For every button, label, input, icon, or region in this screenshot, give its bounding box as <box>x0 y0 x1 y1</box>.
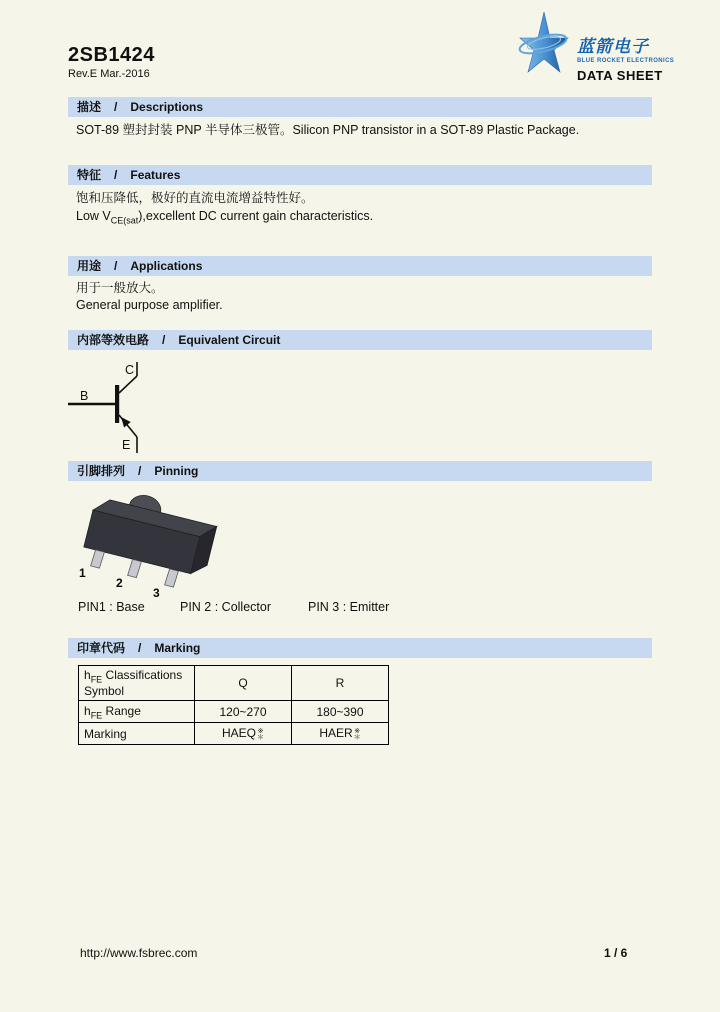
section-title-cn: 描述 <box>77 100 102 114</box>
logo-text <box>577 32 674 83</box>
hfe-subscript: FE <box>90 710 103 721</box>
section-title-en: Descriptions <box>130 100 204 114</box>
section-header-equivalent-circuit <box>68 330 652 350</box>
footnote-top: ※ <box>257 728 264 736</box>
section-header-pinning <box>68 461 652 481</box>
marking-label-cell: Marking <box>79 723 195 745</box>
footnote-top: ※ <box>354 728 361 736</box>
section-separator: / <box>114 259 118 273</box>
table-row <box>79 723 389 745</box>
company-name-cn: 蓝箭电子 <box>577 37 649 56</box>
hfe-range-q: 120~270 <box>195 701 292 723</box>
table-row <box>79 701 389 723</box>
marking-code-q: HAEQ <box>221 726 256 741</box>
descriptions-body: SOT-89 塑封封装 PNP 半导体三极管。Silicon PNP transistor in a SOT-89 Plastic Package. <box>76 123 580 137</box>
sot89-package-image <box>68 487 233 599</box>
footnote-bottom: ＊ <box>353 734 361 742</box>
pin2-label: PIN 2 : Collector <box>180 600 272 614</box>
hfe-classification-label-cell <box>79 666 195 701</box>
section-header-applications <box>68 256 652 276</box>
hfe-subscript: FE <box>90 674 103 685</box>
features-line2-subscript: CE(sat <box>110 215 139 226</box>
company-name-en: BLUE ROCKET ELECTRONICS <box>577 58 675 64</box>
pin3-label: PIN 3 : Emitter <box>308 600 390 614</box>
applications-line2: General purpose amplifier. <box>76 298 223 312</box>
section-separator: / <box>114 168 118 182</box>
section-title-en: Applications <box>130 259 203 273</box>
footnote-mark <box>354 729 361 741</box>
column-header-r: R <box>292 666 389 701</box>
base-label: B <box>80 389 89 403</box>
applications-line1: 用于一般放大。 <box>76 281 164 295</box>
section-title-en: Pinning <box>154 464 199 478</box>
section-title-cn: 引脚排列 <box>77 464 126 478</box>
column-header-q: Q <box>195 666 292 701</box>
marking-code-q-cell <box>195 723 292 745</box>
section-header-features <box>68 165 652 185</box>
company-logo <box>517 12 674 83</box>
marking-code-r: HAER <box>319 726 353 741</box>
collector-label: C <box>125 363 135 377</box>
section-title-cn: 特征 <box>77 168 102 182</box>
pin1-label: PIN1 : Base <box>78 600 145 614</box>
pnp-transistor-symbol <box>62 356 147 466</box>
section-title-en: Equivalent Circuit <box>178 333 281 347</box>
section-separator: / <box>138 641 142 655</box>
hfe-symbol: h <box>84 703 91 718</box>
pin1-number: 1 <box>79 566 86 580</box>
emitter-label: E <box>122 438 131 452</box>
section-title-cn: 用途 <box>77 259 102 273</box>
section-title-cn: 内部等效电路 <box>77 333 150 347</box>
pin2-number: 2 <box>116 576 123 590</box>
footnote-bottom: ＊ <box>257 734 264 742</box>
part-number: 2SB1424 <box>68 44 155 66</box>
hfe-symbol: h <box>84 668 91 682</box>
doc-type-label: DATA SHEET <box>577 68 663 83</box>
pin3-number: 3 <box>153 586 160 599</box>
hfe-range-label-cell <box>79 701 195 723</box>
section-title-cn: 印章代码 <box>77 641 126 655</box>
section-title-en: Features <box>130 168 181 182</box>
section-title-en: Marking <box>154 641 201 655</box>
section-header-marking <box>68 638 652 658</box>
footer-url-link[interactable]: http://www.fsbrec.com <box>80 946 198 960</box>
features-line2-suffix: ),excellent DC current gain characteristics. <box>138 209 374 223</box>
section-separator: / <box>138 464 142 478</box>
revision-label: Rev.E Mar.-2016 <box>68 68 150 80</box>
marking-code-r-cell <box>292 723 389 745</box>
marking-table <box>78 665 389 745</box>
footnote-mark <box>257 729 264 741</box>
rocket-star-icon <box>517 12 571 76</box>
section-separator: / <box>162 333 166 347</box>
features-line2-prefix: Low V <box>76 209 111 223</box>
hfe-label-rest: Range <box>102 703 141 718</box>
table-row <box>79 666 389 701</box>
section-header-descriptions <box>68 97 652 117</box>
features-line1: 饱和压降低，极好的直流电流增益特性好。 <box>76 191 314 205</box>
hfe-label-rest: Classifications Symbol <box>84 668 183 699</box>
features-line2 <box>76 209 373 226</box>
section-separator: / <box>114 100 118 114</box>
footer-page-number: 1 / 6 <box>604 946 628 960</box>
hfe-range-r: 180~390 <box>292 701 389 723</box>
